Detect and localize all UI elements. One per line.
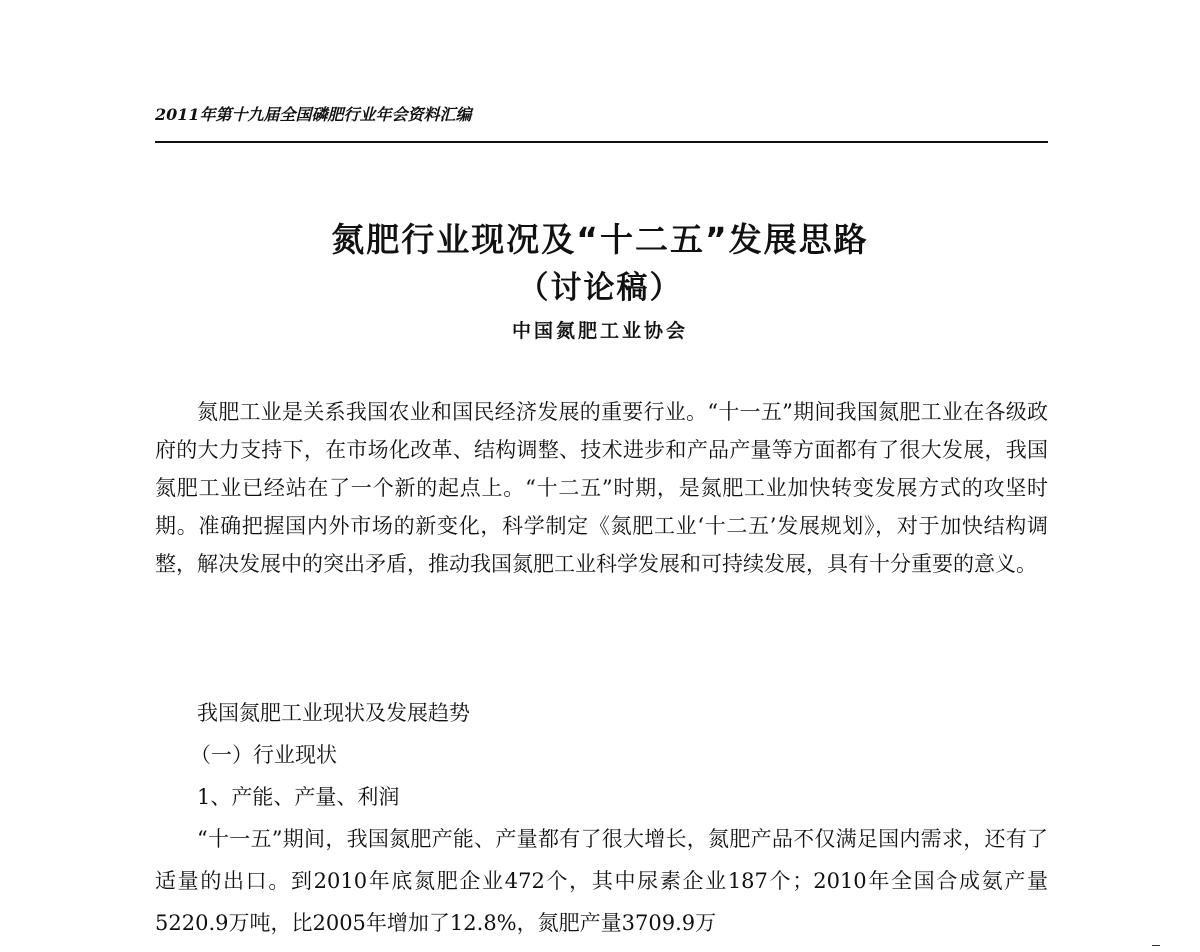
section-subheading: （一）行业现状: [190, 743, 337, 767]
scan-mark: [1152, 945, 1160, 950]
industry-status-section: [155, 692, 1048, 944]
section-paragraph: “十一五”期间，我国氮肥产能、产量都有了很大增长，氮肥产品不仅满足国内需求，还有了适量的出口。到2010年底氮肥企业472个，其中尿素企业187个；2010年全国合成氨产量5220.9万吨，比2005年增加了12.8%，氮肥产量3709.9万: [155, 827, 1048, 935]
article-title: 氮肥行业现况及“十二五”发展思路: [331, 220, 869, 259]
header-rule: [155, 141, 1048, 143]
section-item: 1、产能、产量、利润: [197, 785, 400, 809]
intro-paragraph: 氮肥工业是关系我国农业和国民经济发展的重要行业。“十一五”期间我国氮肥工业在各级政府的大力支持下，在市场化改革、结构调整、技术进步和产品产量等方面都有了很大发展，我国氮肥工业已经站在了一个新的起点上。“十二五”时期，是氮肥工业加快转变发展方式的攻坚时期。准确把握国内外市场的新变化，科学制定《氮肥工业‘十二五’发展规划》，对于加快结构调整，解决发展中的突出矛盾，推动我国氮肥工业科学发展和可持续发展，具有十分重要的意义。: [155, 400, 1048, 576]
intro-section: [155, 393, 1048, 583]
article-subtitle: （讨论稿）: [517, 270, 683, 306]
running-header: 2011年第十九届全国磷肥行业年会资料汇编: [155, 105, 472, 124]
section-heading: 我国氮肥工业现状及发展趋势: [197, 701, 470, 725]
article-author: 中国氮肥工业协会: [511, 320, 688, 342]
